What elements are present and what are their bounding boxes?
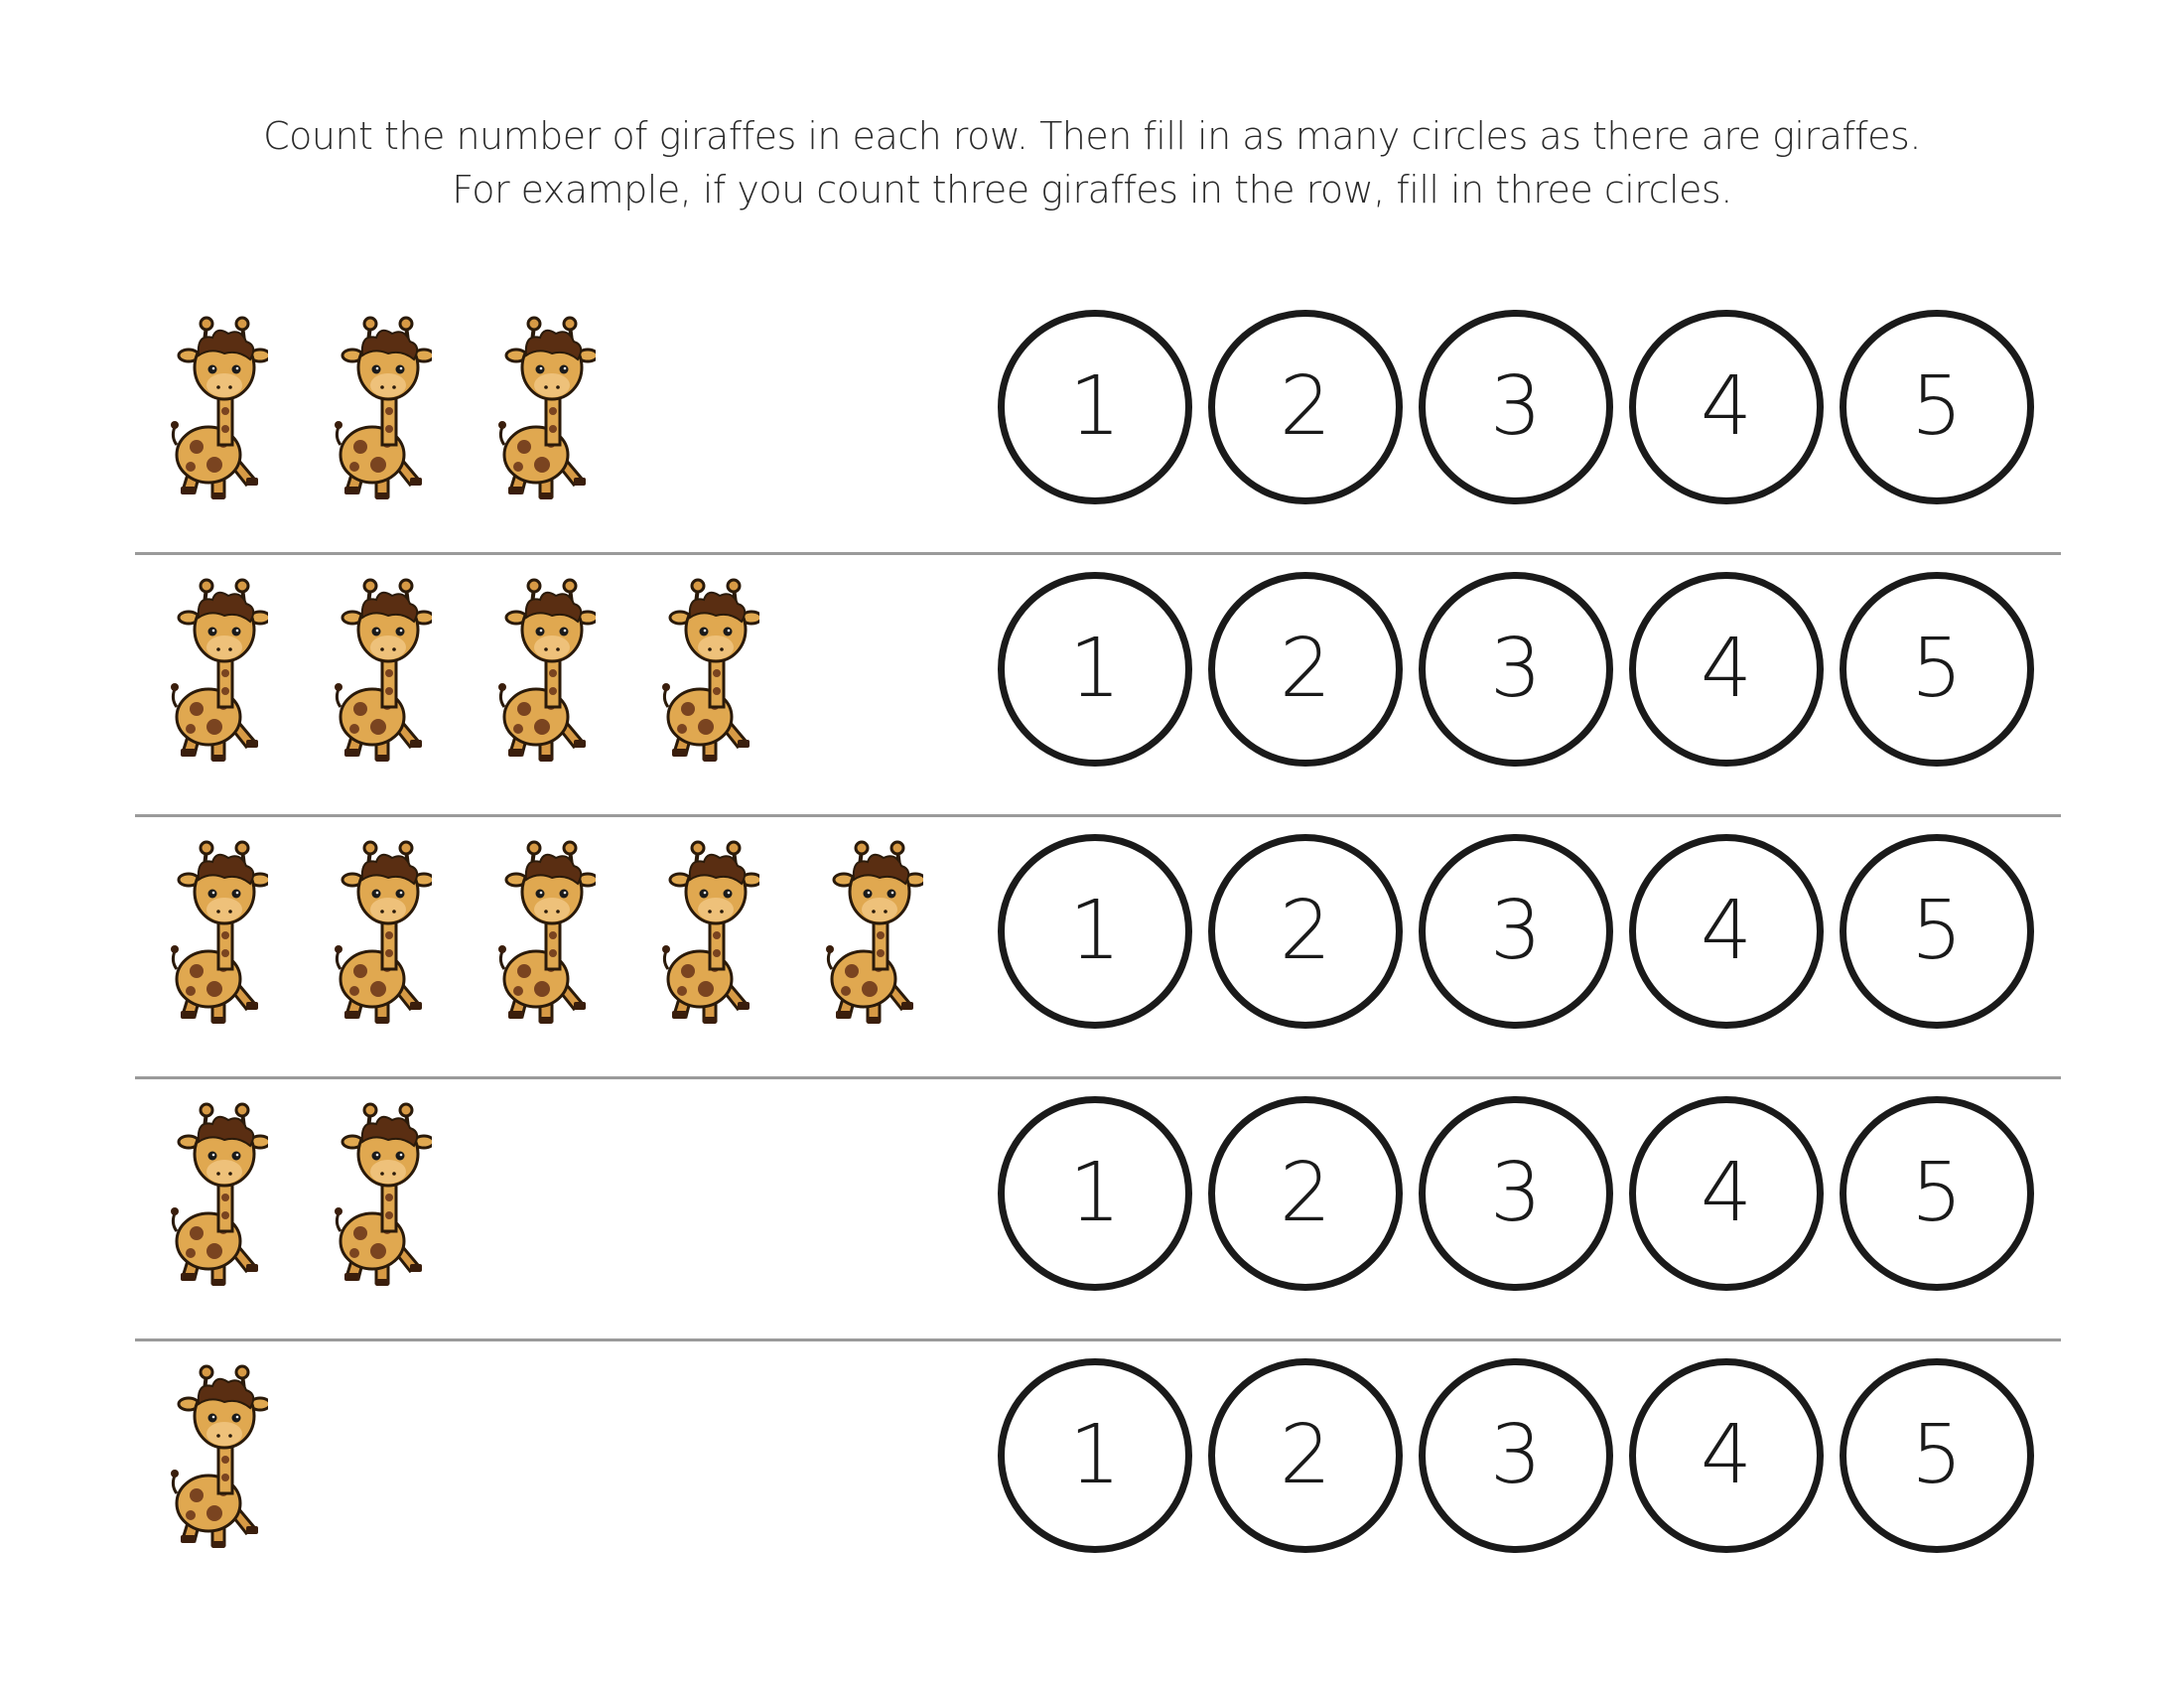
giraffe-icon [496,316,596,504]
circle-number: 1 [1068,359,1122,454]
circle-number: 1 [1068,1408,1122,1502]
circle-number: 1 [1068,1146,1122,1240]
row-divider [135,814,2061,817]
answer-circle-2[interactable] [1208,1096,1403,1291]
giraffe-group [169,1364,1003,1563]
circle-number: 3 [1489,884,1543,978]
circle-number: 4 [1700,1146,1753,1240]
circle-number: 5 [1910,622,1964,716]
circle-number: 3 [1489,1408,1543,1502]
instruction-line-2: For example, if you count three giraffes in the row, fill in three circles. [452,168,1732,211]
giraffe-icon [660,840,759,1029]
giraffe-icon [169,316,268,504]
answer-circle-4[interactable] [1629,1096,1824,1291]
answer-circle-3[interactable] [1419,1358,1613,1553]
giraffe-icon [169,578,268,767]
giraffe-group [169,578,1003,776]
answer-circle-5[interactable] [1840,572,2034,767]
circle-number: 5 [1910,1408,1964,1502]
answer-circle-5[interactable] [1840,1096,2034,1291]
circle-number: 3 [1489,1146,1543,1240]
answer-circle-4[interactable] [1629,1358,1824,1553]
answer-circle-2[interactable] [1208,572,1403,767]
circle-number: 4 [1700,359,1753,454]
answer-circle-1[interactable] [998,572,1192,767]
counting-row-1 [0,316,2184,579]
circle-number: 3 [1489,359,1543,454]
circle-number: 2 [1279,884,1332,978]
giraffe-icon [169,1364,268,1553]
giraffe-icon [496,840,596,1029]
circle-number: 2 [1279,359,1332,454]
answer-circle-1[interactable] [998,1096,1192,1291]
answer-circle-3[interactable] [1419,1096,1613,1291]
answer-circles [998,572,2050,780]
counting-row-5 [0,1364,2184,1627]
answer-circle-5[interactable] [1840,1358,2034,1553]
row-divider [135,552,2061,555]
circle-number: 4 [1700,1408,1753,1502]
answer-circle-3[interactable] [1419,310,1613,504]
answer-circles [998,310,2050,518]
giraffe-icon [660,578,759,767]
giraffe-group [169,1102,1003,1301]
answer-circle-4[interactable] [1629,834,1824,1029]
answer-circle-3[interactable] [1419,572,1613,767]
counting-row-2 [0,578,2184,841]
circle-number: 1 [1068,884,1122,978]
giraffe-icon [333,840,432,1029]
circle-number: 4 [1700,622,1753,716]
giraffe-group [169,840,1003,1039]
giraffe-icon [824,840,923,1029]
answer-circle-1[interactable] [998,834,1192,1029]
answer-circle-5[interactable] [1840,834,2034,1029]
answer-circle-2[interactable] [1208,834,1403,1029]
giraffe-icon [169,840,268,1029]
counting-row-3 [0,840,2184,1103]
giraffe-icon [496,578,596,767]
answer-circle-5[interactable] [1840,310,2034,504]
instruction-line-1: Count the number of giraffes in each row. Then fill in as many circles as there are giraffes. [263,114,1921,158]
circle-number: 2 [1279,622,1332,716]
giraffe-icon [333,578,432,767]
answer-circle-4[interactable] [1629,310,1824,504]
giraffe-icon [333,316,432,504]
answer-circle-1[interactable] [998,310,1192,504]
row-divider [135,1076,2061,1079]
answer-circle-3[interactable] [1419,834,1613,1029]
circle-number: 2 [1279,1146,1332,1240]
circle-number: 5 [1910,1146,1964,1240]
giraffe-icon [169,1102,268,1291]
answer-circle-2[interactable] [1208,310,1403,504]
answer-circles [998,834,2050,1043]
circle-number: 5 [1910,359,1964,454]
counting-row-4 [0,1102,2184,1365]
giraffe-group [169,316,1003,514]
answer-circle-2[interactable] [1208,1358,1403,1553]
answer-circles [998,1096,2050,1305]
answer-circle-4[interactable] [1629,572,1824,767]
answer-circle-1[interactable] [998,1358,1192,1553]
circle-number: 1 [1068,622,1122,716]
circle-number: 3 [1489,622,1543,716]
giraffe-icon [333,1102,432,1291]
circle-number: 2 [1279,1408,1332,1502]
row-divider [135,1338,2061,1341]
circle-number: 5 [1910,884,1964,978]
answer-circles [998,1358,2050,1567]
circle-number: 4 [1700,884,1753,978]
